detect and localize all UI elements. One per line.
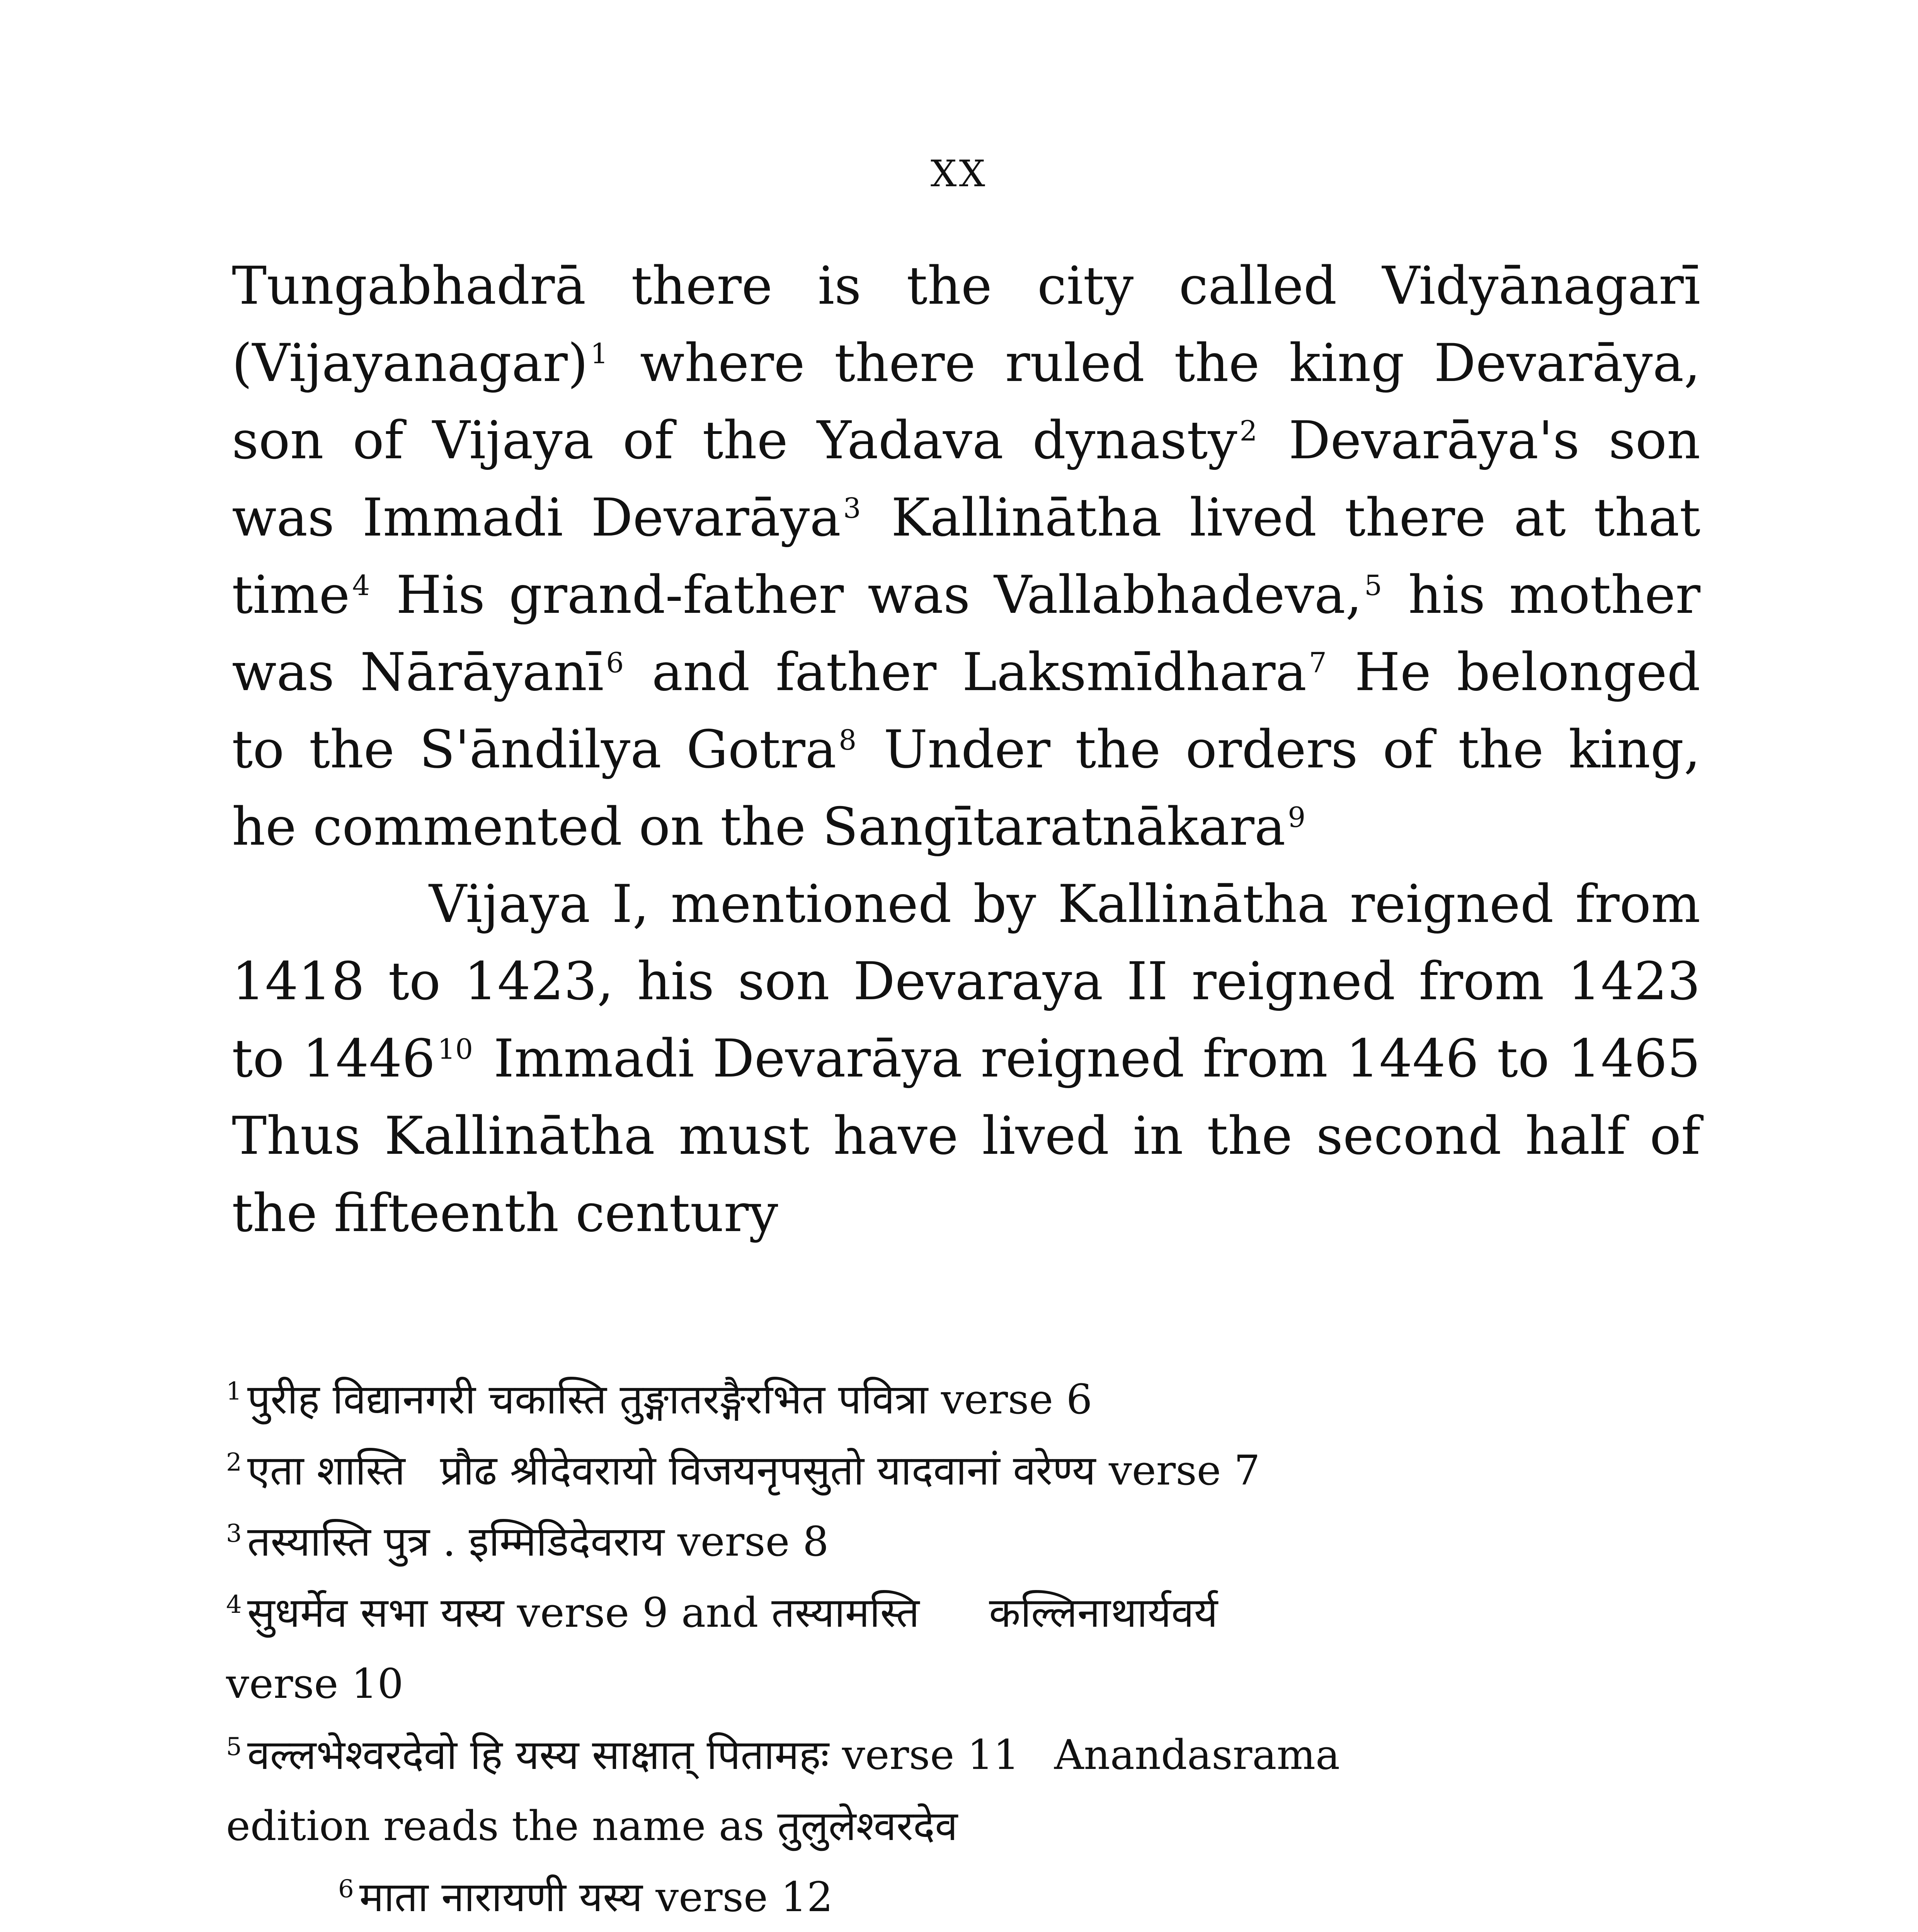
footnote-number: 1 bbox=[226, 1377, 242, 1406]
footnote-reference: 1 bbox=[590, 337, 608, 370]
text-segment: Under the orders of the king, he commented on the Sangītaratnākara bbox=[232, 719, 1700, 857]
footnote-reference: 5 bbox=[1364, 569, 1382, 602]
sanskrit-quote: इम्मिडिदेवराय bbox=[468, 1518, 665, 1565]
paragraph bbox=[232, 247, 1700, 866]
footnote-text: verse 12 bbox=[642, 1873, 833, 1921]
text-segment: Vijaya I, mentioned by Kallinātha reigned from 1418 to 1423, his son Devaraya II reigned from 1423 to 1446 bbox=[232, 874, 1700, 1089]
footnote-line bbox=[226, 1791, 1695, 1862]
page-number: XX bbox=[930, 153, 988, 195]
text-segment: and father Laksmīdhara bbox=[626, 642, 1307, 702]
sanskrit-quote: सुधर्मेव सभा यस्य bbox=[247, 1589, 504, 1636]
sanskrit-quote: एता शास्ति bbox=[247, 1447, 405, 1494]
paragraph bbox=[232, 866, 1700, 1252]
footnote-line bbox=[226, 1648, 1695, 1719]
text-segment: Tungabhadrā there is the city called Vidyānagarī (Vijayanagar) bbox=[232, 255, 1700, 393]
sanskrit-quote: कल्लिनाथार्यवर्य bbox=[989, 1589, 1218, 1636]
sanskrit-quote: पुरीह विद्यानगरी चकास्ति तुङ्गातरङ्गैरभित पवित्रा bbox=[247, 1376, 928, 1423]
sanskrit-quote: तस्यास्ति पुत्र bbox=[247, 1518, 430, 1565]
footnote-reference: 3 bbox=[843, 492, 861, 524]
footnote-line bbox=[226, 1435, 1695, 1506]
text-segment: Devarāya's son was Immadi Devarāya bbox=[232, 410, 1700, 548]
sanskrit-quote: प्रौढ श्रीदेवरायो विजयनृपसुतो यादवानां वरेण्य bbox=[440, 1447, 1096, 1494]
footnote-number: 5 bbox=[226, 1732, 242, 1761]
footnote-number: 2 bbox=[226, 1448, 242, 1477]
footnote-text: verse 10 bbox=[226, 1660, 403, 1708]
footnotes bbox=[226, 1364, 1695, 1932]
text-segment: His grand-father was Vallabhadeva, bbox=[372, 565, 1362, 625]
footnote-line bbox=[226, 1506, 1695, 1577]
footnote-text: edition reads the name as bbox=[226, 1802, 778, 1850]
footnote-text: verse 6 bbox=[928, 1376, 1093, 1423]
main-text bbox=[232, 247, 1700, 1252]
footnote-text: . bbox=[429, 1518, 469, 1565]
footnote-text: verse 11 bbox=[829, 1731, 1019, 1779]
footnote-line bbox=[226, 1862, 1695, 1932]
text-segment: his mother was Nārāyanī bbox=[232, 565, 1701, 702]
sanskrit-quote: तुलुलेश्वरदेव bbox=[777, 1802, 958, 1850]
footnote-line bbox=[226, 1577, 1695, 1648]
footnote-text: Anandasrama bbox=[1054, 1731, 1340, 1779]
footnote-number: 6 bbox=[338, 1874, 354, 1903]
footnote-reference: 6 bbox=[606, 646, 624, 679]
text-segment: He belonged to the S'āndilya Gotra bbox=[232, 642, 1700, 780]
sanskrit-quote: वल्लभेश्वरदेवो हि यस्य साक्षात् पितामहः bbox=[247, 1731, 829, 1779]
footnote-line bbox=[226, 1364, 1695, 1435]
footnote-text: verse 9 and bbox=[504, 1589, 772, 1636]
footnote-reference: 7 bbox=[1309, 646, 1327, 679]
footnote-reference: 10 bbox=[437, 1033, 473, 1065]
footnote-number: 3 bbox=[226, 1519, 242, 1548]
text-segment: Kallinātha lived there at that time bbox=[232, 487, 1700, 625]
sanskrit-quote: माता नारायणी यस्य bbox=[359, 1873, 643, 1921]
text-segment: where there ruled the king Devarāya, son of Vijaya of the Yadava dynasty bbox=[232, 333, 1700, 471]
footnote-reference: 9 bbox=[1288, 801, 1306, 833]
footnote-reference: 8 bbox=[839, 724, 857, 756]
footnote-reference: 4 bbox=[352, 569, 370, 602]
footnote-text: verse 8 bbox=[664, 1518, 829, 1565]
text-segment: Immadi Devarāya reigned from 1446 to 1465 Thus Kallinātha must have lived in the second half of the fifteenth century bbox=[232, 1028, 1700, 1243]
footnote-line bbox=[226, 1719, 1695, 1791]
footnote-text: verse 7 bbox=[1096, 1447, 1260, 1494]
sanskrit-quote: तस्यामस्ति bbox=[771, 1589, 920, 1636]
footnote-number: 4 bbox=[226, 1590, 242, 1619]
footnote-reference: 2 bbox=[1239, 415, 1258, 447]
